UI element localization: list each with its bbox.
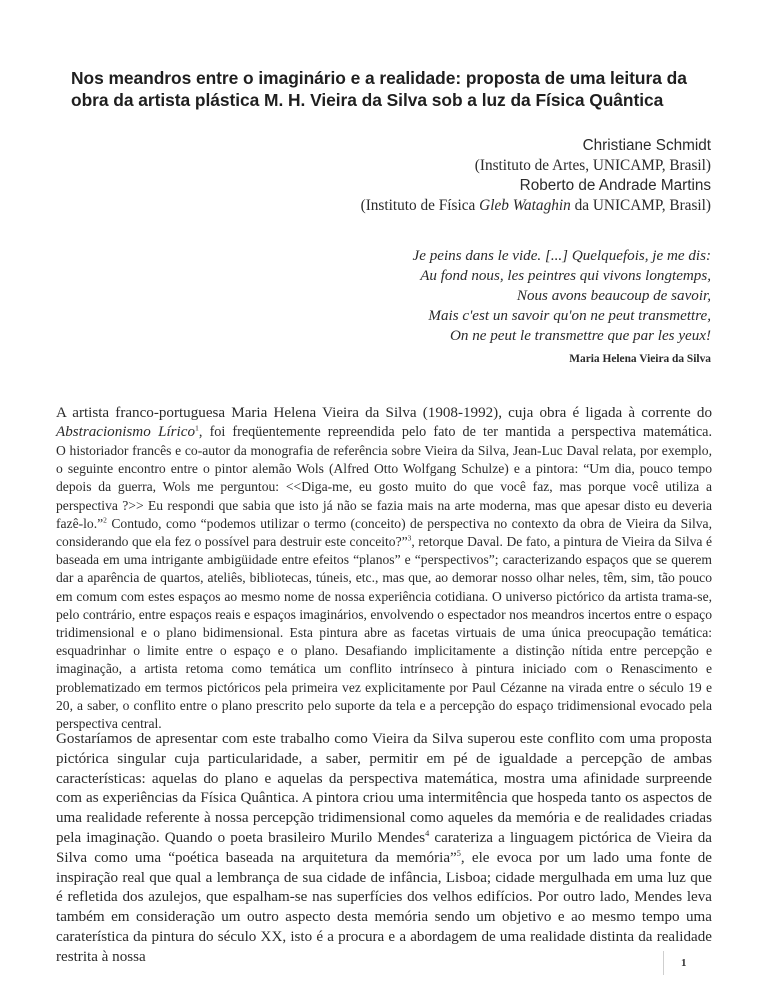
italic-term: Abstracionismo Lírico — [56, 424, 195, 440]
author-block — [211, 136, 711, 216]
paragraph-text — [56, 443, 712, 731]
paragraph-text-segment: O historiador francês e co-autor da monografia de referência sobre Vieira da Silva, Jean-Luc Daval relata, por exemplo, o seguinte encontro entre o pintor alemão Wols (Alfred Otto Wolfgang Schulze) e a pintora: “Um dia, pouco tempo depois da guerra, Wols me perguntou: <<Diga-me, eu gosto muito do que você faz, mas porque você utiliza a perspectiva ?>> Eu respondi que sabia que isto já não se fazia mais na arte moderna, mas que apesar disto eu deveria fazê-lo.” — [56, 443, 712, 531]
footnote-ref[interactable]: 3 — [407, 533, 412, 543]
footnote-ref[interactable]: 1 — [195, 423, 199, 433]
epigraph-line: Je peins dans le vide. [...] Quelquefois, je me dis: — [412, 248, 711, 264]
paper-title: Nos meandros entre o imaginário e a realidade: proposta de uma leitura da obra da artista plástica M. H. Vieira da Silva sob a luz da Física Quântica — [71, 68, 687, 110]
affiliation-italic: Gleb Wataghin — [479, 197, 571, 214]
epigraph-line: Au fond nous, les peintres qui vivons longtemps, — [420, 268, 711, 284]
body-paragraph — [56, 404, 712, 733]
author-name: Roberto de Andrade Martins — [519, 177, 711, 194]
page-number: 1 — [681, 957, 687, 969]
paragraph-text-segment: Gostaríamos de apresentar com este trabalho como Vieira da Silva superou este conflito com uma proposta pictórica singular cuja particularidade, a saber, permitir em pé de igualdade a percepção de ambas características: aquelas do plano e aquelas da perspectiva matemática, mostra uma afinidade surpreende com as experiências da Física Quântica. A pintora criou uma intermitência que hospeda tanto os aspectos de uma realidade referente à nossa percepção tridimensional como aqueles da memória e de realidades criadas pela imaginação. Quando o poeta brasileiro Murilo Mendes — [56, 731, 712, 846]
epigraph-line: On ne peut le transmettre que par les yeux! — [450, 328, 711, 344]
author-name: Christiane Schmidt — [582, 137, 711, 154]
epigraph — [291, 246, 711, 367]
paragraph-text-segment: carateriza a linguagem pictórica de Vieira da Silva como uma “poética baseada na arquitetura da memória” — [56, 829, 712, 866]
epigraph-line: Mais c'est un savoir qu'on ne peut transmettre, — [428, 308, 711, 324]
affiliation-suffix: da UNICAMP, Brasil) — [570, 197, 711, 214]
paragraph-text-segment: , retorque Daval. De fato, a pintura de Vieira da Silva é baseada em uma intrigante ambigüidade entre efeitos “planos” e “perspectivos”; caracterizando espaços que se querem dar a aparência de quartos, ateliês, bibliotecas, túneis, etc., mas que, ao demorar nosso olhar neles, têm, sim, tão pouco em comum com estes espaços ao mesmo nome de nossa experiência cotidiana. O universo pictórico da artista trama-se, pelo contrário, entre espaços reais e espaços imaginários, envolvendo o espectador nos meandros incertos entre o espaço tridimensional e o plano bidimensional. Esta pintura abre as facetas virtuais de uma única preocupação temática: esquadrinhar o limite entre o espaço e o plano. Desafiando implicitamente a distinção nítida entre percepção e imaginação, a artista retoma como temática um conflito intrínseco à pintura iniciado com o Renascimento e problematizado em termos pictóricos pela primeira vez explicitamente por Paul Cézanne na virada entre o século 19 e 20, a saber, o conflito entre o plano prescrito pelo suporte da tela e a percepção do espaço tridimensional evocado pela perspectiva central. — [56, 534, 712, 732]
paragraph-text-segment: Contudo, como “podemos utilizar o termo (conceito) de perspectiva no contexto da obra de Vieira da Silva, considerando que ela fez o possível para destruir este conceito?” — [56, 515, 712, 550]
paragraph-lead-line: A artista franco-portuguesa Maria Helena Vieira da Silva (1908-1992), cuja obra é ligada à corrente do — [56, 405, 712, 421]
paragraph-text: , foi freqüentemente repreendida pelo fato de ter mantida a perspectiva matemática. — [198, 424, 712, 440]
author-affiliation — [211, 196, 711, 216]
footnote-ref[interactable]: 5 — [456, 848, 461, 858]
body-paragraph — [56, 730, 712, 968]
author-affiliation: (Instituto de Artes, UNICAMP, Brasil) — [474, 157, 711, 174]
footnote-ref[interactable]: 2 — [103, 515, 107, 525]
epigraph-attribution: Maria Helena Vieira da Silva — [569, 353, 711, 365]
paragraph-text-segment: , ele evoca por um lado uma fonte de inspiração real que qual a lembrança de sua cidade de infância, Lisboa; cidade mergulhada em uma luz que é refletida dos azulejos, que espalham-se nas superfícies dos velhos edifícios. Por outro lado, Mendes leva também em consideração um outro aspecto desta memória sendo um objetivo e ao mesmo tempo uma caraterística da pintura do século XX, isto é a procura e a abordagem de uma realidade distinta da realidade restrita à nossa — [56, 849, 712, 965]
epigraph-line: Nous avons beaucoup de savoir, — [516, 288, 711, 304]
affiliation-prefix: (Instituto de Física — [360, 197, 480, 214]
paragraph-lead-line — [56, 423, 712, 442]
page-number-divider — [663, 951, 664, 975]
footnote-ref[interactable]: 4 — [425, 828, 430, 838]
